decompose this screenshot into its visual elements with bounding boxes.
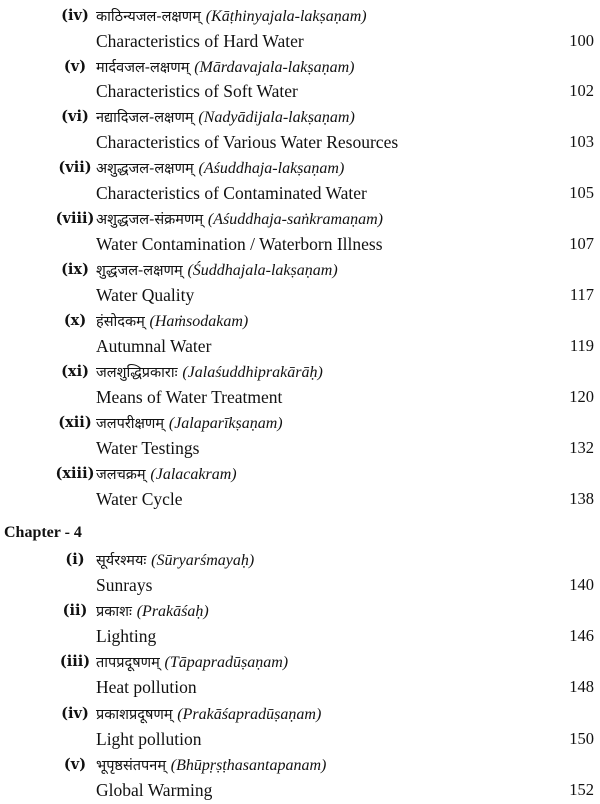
devanagari-text: जलपरीक्षणम्: [96, 416, 165, 432]
entry-english-title: Characteristics of Soft Water: [96, 81, 298, 101]
devanagari-text: शुद्धजल-लक्षणम्: [96, 263, 183, 279]
devanagari-text: सूर्यरश्मयः: [96, 553, 147, 569]
devanagari-text: नद्यादिजल-लक्षणम्: [96, 110, 194, 126]
entry-english-title: Means of Water Treatment: [96, 387, 283, 407]
transliteration: (Kāṭhinyajala-lakṣaṇam): [205, 8, 367, 25]
entry-page-number: 102: [569, 81, 594, 100]
entry-page-number: 120: [569, 387, 594, 406]
entry-english-title: Sunrays: [96, 575, 153, 595]
transliteration: (Haṁsodakam): [149, 313, 249, 330]
entry-page-number: 138: [569, 489, 594, 508]
entry-page-number: 140: [569, 575, 594, 594]
entry-english-title: Global Warming: [96, 780, 213, 800]
entry-english-title: Water Cycle: [96, 489, 183, 509]
entry-sanskrit-title: [96, 550, 254, 571]
entry-page-number: 152: [569, 780, 594, 799]
entry-sanskrit-title: [96, 704, 321, 725]
transliteration: (Śuddhajala-lakṣaṇam): [187, 262, 338, 279]
entry-sanskrit-title: [96, 6, 367, 27]
entry-english-title: Lighting: [96, 626, 157, 646]
transliteration: (Tāpapradūṣaṇam): [164, 654, 289, 671]
transliteration: (Aśuddhaja-saṅkramaṇam): [207, 211, 383, 228]
devanagari-text: जलशुद्धिप्रकाराः: [96, 365, 178, 381]
transliteration: (Mārdavajala-lakṣaṇam): [194, 59, 355, 76]
transliteration: (Bhūpṛṣṭhasantapanam): [170, 757, 327, 774]
devanagari-text: हंसोदकम्: [96, 314, 145, 330]
entry-english-title: Autumnal Water: [96, 336, 212, 356]
entry-sanskrit-title: [96, 209, 383, 230]
entry-english-title: Water Testings: [96, 438, 200, 458]
entry-number: (vi): [61, 108, 89, 125]
entry-sanskrit-title: [96, 464, 237, 485]
entry-number: (iv): [61, 705, 89, 722]
entry-sanskrit-title: [96, 107, 355, 128]
entry-page-number: 107: [569, 234, 594, 253]
entry-english-title: Characteristics of Hard Water: [96, 31, 304, 51]
entry-number: (ix): [61, 261, 89, 278]
entry-page-number: 117: [569, 285, 594, 304]
entry-sanskrit-title: [96, 652, 288, 673]
transliteration: (Nadyādijala-lakṣaṇam): [198, 109, 355, 126]
devanagari-text: अशुद्धजल-लक्षणम्: [96, 161, 194, 177]
entry-sanskrit-title: [96, 755, 326, 776]
entry-page-number: 148: [569, 677, 594, 696]
devanagari-text: अशुद्धजल-संक्रमणम्: [96, 212, 204, 228]
entry-english-title: Light pollution: [96, 729, 202, 749]
transliteration: (Jalaparīkṣaṇam): [168, 415, 283, 432]
entry-sanskrit-title: [96, 57, 354, 78]
devanagari-text: मार्दवजल-लक्षणम्: [96, 60, 190, 76]
devanagari-text: तापप्रदूषणम्: [96, 655, 160, 671]
transliteration: (Jalacakram): [150, 466, 237, 483]
entry-number: (vii): [58, 159, 92, 176]
devanagari-text: प्रकाशप्रदूषणम्: [96, 707, 173, 723]
devanagari-text: प्रकाशः: [96, 604, 132, 620]
entry-english-title: Characteristics of Various Water Resources: [96, 132, 399, 152]
transliteration: (Prakāśaḥ): [136, 603, 209, 620]
transliteration: (Aśuddhaja-lakṣaṇam): [198, 160, 345, 177]
entry-number: (xiii): [55, 465, 95, 482]
transliteration: (Prakāśapradūṣaṇam): [177, 706, 322, 723]
entry-number: (xi): [61, 363, 89, 380]
entry-number: (iv): [61, 7, 89, 24]
entry-number: (x): [63, 312, 87, 329]
transliteration: (Sūryarśmayaḥ): [151, 552, 255, 569]
devanagari-text: जलचक्रम्: [96, 467, 146, 483]
entry-page-number: 146: [569, 626, 594, 645]
entry-number: (v): [63, 58, 87, 75]
entry-sanskrit-title: [96, 260, 338, 281]
entry-page-number: 100: [569, 31, 594, 50]
entry-number: (ii): [62, 602, 88, 619]
entry-sanskrit-title: [96, 311, 248, 332]
entry-number: (v): [63, 756, 87, 773]
entry-page-number: 103: [569, 132, 594, 151]
entry-sanskrit-title: [96, 413, 283, 434]
entry-english-title: Water Quality: [96, 285, 195, 305]
entry-number: (iii): [59, 653, 91, 670]
entry-number: (viii): [55, 210, 95, 227]
entry-number: (i): [65, 551, 85, 568]
entry-page-number: 132: [569, 438, 594, 457]
devanagari-text: भूपृष्ठसंतपनम्: [96, 758, 166, 774]
entry-page-number: 150: [569, 729, 594, 748]
devanagari-text: काठिन्यजल-लक्षणम्: [96, 9, 201, 25]
entry-sanskrit-title: [96, 601, 209, 622]
entry-sanskrit-title: [96, 158, 344, 179]
entry-english-title: Water Contamination / Waterborn Illness: [96, 234, 383, 254]
entry-english-title: Heat pollution: [96, 677, 197, 697]
entry-sanskrit-title: [96, 362, 323, 383]
chapter-heading: Chapter - 4: [4, 524, 82, 541]
entry-english-title: Characteristics of Contaminated Water: [96, 183, 367, 203]
entry-number: (xii): [58, 414, 92, 431]
entry-page-number: 119: [569, 336, 594, 355]
transliteration: (Jalaśuddhiprakārāḥ): [182, 364, 323, 381]
entry-page-number: 105: [569, 183, 594, 202]
